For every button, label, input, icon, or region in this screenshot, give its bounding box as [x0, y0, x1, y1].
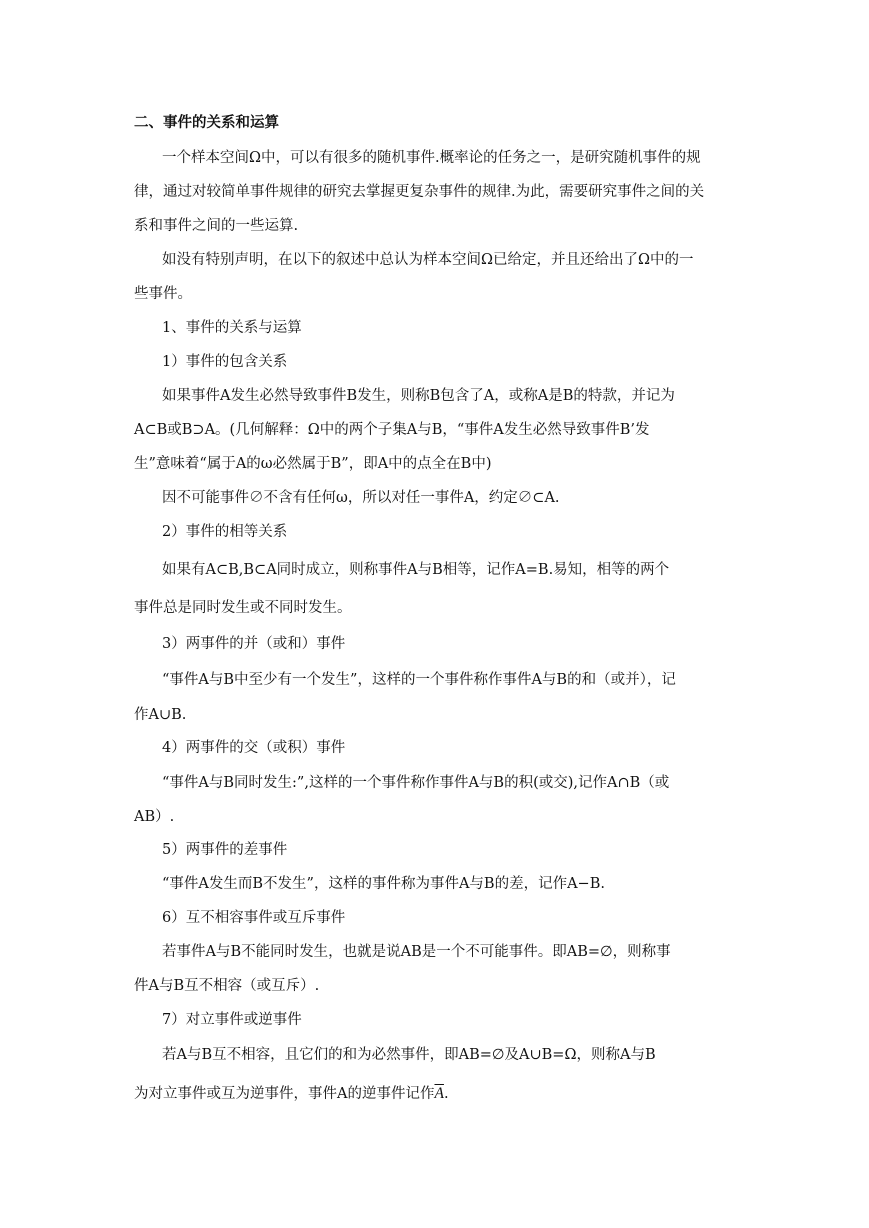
complement-symbol: $\overline{A}$ [434, 1085, 444, 1102]
item-title-complement: 7）对立事件或逆事件 [162, 1012, 302, 1028]
item-title-exclusive: 6）互不相容事件或互斥事件 [162, 910, 346, 926]
exclusive-text-line: 若事件A与B不能同时发生，也就是说AB是一个不可能事件。即AB=∅，则称事 [162, 944, 671, 960]
union-text-line: “事件A与B中至少有一个发生”，这样的一个事件称作事件A与B的和（或并），记 [162, 672, 676, 688]
intro-paragraph-line: 一个样本空间Ω中，可以有很多的随机事件.概率论的任务之一，是研究随机事件的规 [162, 150, 701, 166]
equality-text-line: 如果有A⊂B,B⊂A同时成立，则称事件A与B相等，记作A=B.易知，相等的两个 [162, 562, 670, 578]
intro-paragraph-line: 律，通过对较简单事件规律的研究去掌握更复杂事件的规律.为此，需要研究事件之间的关 [134, 184, 705, 200]
intersection-text-line: “事件A与B同时发生:”,这样的一个事件称作事件A与B的积(或交),记作A∩B（或 [162, 775, 670, 791]
equality-text-line: 事件总是同时发生或不同时发生。 [134, 600, 352, 616]
inclusion-text-line: 如果事件A发生必然导致事件B发生，则称B包含了A，或称A是B的特款，并记为 [162, 388, 675, 404]
complement-text-line: 若A与B互不相容，且它们的和为必然事件，即AB=∅及A∪B=Ω，则称A与B [162, 1047, 656, 1063]
assumption-paragraph-line: 些事件。 [134, 286, 192, 302]
difference-text-line: “事件A发生而B不发生”，这样的事件称为事件A与B的差，记作A−B. [162, 876, 605, 892]
item-title-inclusion: 1）事件的包含关系 [162, 354, 288, 370]
item-title-intersection: 4）两事件的交（或积）事件 [162, 740, 346, 756]
intro-paragraph-line: 系和事件之间的一些运算. [134, 218, 299, 234]
item-title-union: 3）两事件的并（或和）事件 [162, 636, 346, 652]
union-text-line: 作A∪B. [134, 707, 187, 723]
subsection-title: 1、事件的关系与运算 [162, 320, 302, 336]
item-title-difference: 5）两事件的差事件 [162, 842, 288, 858]
complement-text-suffix: . [443, 1086, 449, 1102]
intersection-text-line: AB）. [134, 809, 175, 825]
inclusion-text-line: A⊂B或B⊃A。(几何解释：Ω中的两个子集A与B，“事件A发生必然导致事件B’发 [134, 422, 650, 438]
exclusive-text-line: 件A与B互不相容（或互斥）. [134, 978, 320, 994]
assumption-paragraph-line: 如没有特别声明，在以下的叙述中总认为样本空间Ω已给定，并且还给出了Ω中的一 [162, 252, 694, 268]
section-title: 二、事件的关系和运算 [134, 114, 279, 131]
complement-text-line [134, 1084, 739, 1104]
inclusion-text-line: 因不可能事件∅不含有任何ω，所以对任一事件A，约定∅⊂A. [162, 490, 560, 506]
complement-text-prefix: 为对立事件或互为逆事件，事件A的逆事件记作 [134, 1086, 435, 1102]
inclusion-text-line: 生”意味着“属于A的ω必然属于B”，即A中的点全在B中) [134, 456, 492, 472]
item-title-equality: 2）事件的相等关系 [162, 524, 288, 540]
